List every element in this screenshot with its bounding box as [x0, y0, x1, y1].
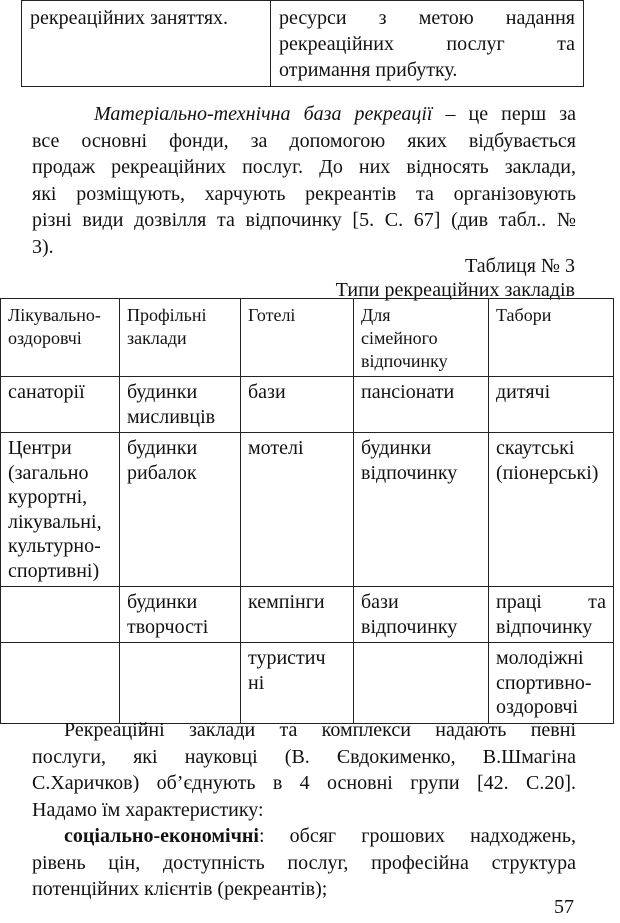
header-cell: Для сімейного відпочинку — [354, 299, 489, 377]
header-cell: Лікувально- оздоровчі — [1, 299, 120, 377]
paragraph-line: потенційних клієнтів (рекреантів); — [32, 878, 328, 900]
italic-term: Матеріально-технічна база рекреації — [94, 103, 433, 125]
paragraph-line: продаж рекреаційних послуг. До них відносять заклади, — [32, 156, 576, 178]
table-cell: скаутські (піонерські) — [489, 433, 614, 587]
table-header-row — [1, 299, 614, 377]
table-cell: молодіжні спортивно- оздоровчі — [489, 643, 614, 724]
paragraph-line: С.Харичков) об’єднують в 4 основні групи [42. С.20]. — [32, 772, 576, 794]
table-cell — [271, 1, 584, 87]
paragraph-line: Надамо їм характеристику: — [32, 798, 264, 821]
line-text: – це перш за — [432, 103, 576, 125]
table-row — [22, 1, 584, 87]
table-cell: пансіонати — [354, 377, 489, 433]
table-row — [1, 587, 614, 643]
table-cell: бази — [241, 377, 354, 433]
table-cell: бази відпочинку — [354, 587, 489, 643]
table-cell: кемпінги — [241, 587, 354, 643]
table-cell: будинки творчості — [120, 587, 241, 643]
table-cell: туристич ні — [241, 643, 354, 724]
table-cell: дитячі — [489, 377, 614, 433]
table-cell: будинки рибалок — [120, 433, 241, 587]
table-cell: праці та відпочинку — [489, 587, 614, 643]
cell-line: рекреаційних послуг та — [279, 33, 575, 55]
table-cell — [354, 643, 489, 724]
table-cell: будинки відпочинку — [354, 433, 489, 587]
table-title: Типи рекреаційних закладів — [335, 279, 575, 301]
table-cell: рекреаційних заняттях. — [22, 1, 271, 87]
paragraph-socio-economic — [32, 823, 576, 903]
table-number: Таблиця № 3 — [465, 255, 575, 277]
table-row — [1, 643, 614, 724]
table-cell: мотелі — [241, 433, 354, 587]
recreation-types-table — [0, 298, 614, 724]
paragraph-line: послуги, які науковці (В. Євдокименко, В.Шмагіна — [32, 745, 576, 768]
continuation-table — [21, 0, 584, 87]
table-cell — [1, 587, 120, 643]
paragraph-line: рівень цін, доступність послуг, професійна структура — [32, 851, 576, 874]
paragraph-line: все основні фонди, за допомогою яких відбувається — [32, 129, 576, 152]
table-cell — [1, 643, 120, 724]
paragraph-line: Рекреаційні заклади та комплекси надають певні — [64, 719, 576, 741]
bold-term: соціально-економічні — [64, 825, 259, 847]
paragraph-services — [32, 717, 576, 823]
table-cell — [120, 643, 241, 724]
header-cell: Профільні заклади — [120, 299, 241, 377]
table-cell: Центри (загально курортні, лікувальні, культурно- спортивні) — [1, 433, 120, 587]
header-cell: Табори — [489, 299, 614, 377]
line-text: : обсяг грошових надходжень, — [258, 825, 576, 847]
cell-line: ресурси з метою надання — [279, 7, 575, 29]
table-row — [1, 433, 614, 587]
header-cell: Готелі — [241, 299, 354, 377]
cell-line: отримання прибутку. — [279, 59, 458, 81]
paragraph-line: які розміщують, харчують рекреантів та організовують — [32, 182, 576, 205]
paragraph-line — [32, 101, 576, 128]
table-cell: санаторії — [1, 377, 120, 433]
paragraph-material-base — [32, 101, 576, 260]
paragraph-line: 3). — [32, 235, 54, 258]
table-cell: будинки мисливців — [120, 377, 241, 433]
table-row — [1, 377, 614, 433]
paragraph-line: різні види дозвілля та відпочинку [5. С. 67] (див табл.. № — [32, 209, 576, 231]
page-number: 57 — [554, 896, 574, 918]
paragraph-line — [32, 823, 576, 850]
